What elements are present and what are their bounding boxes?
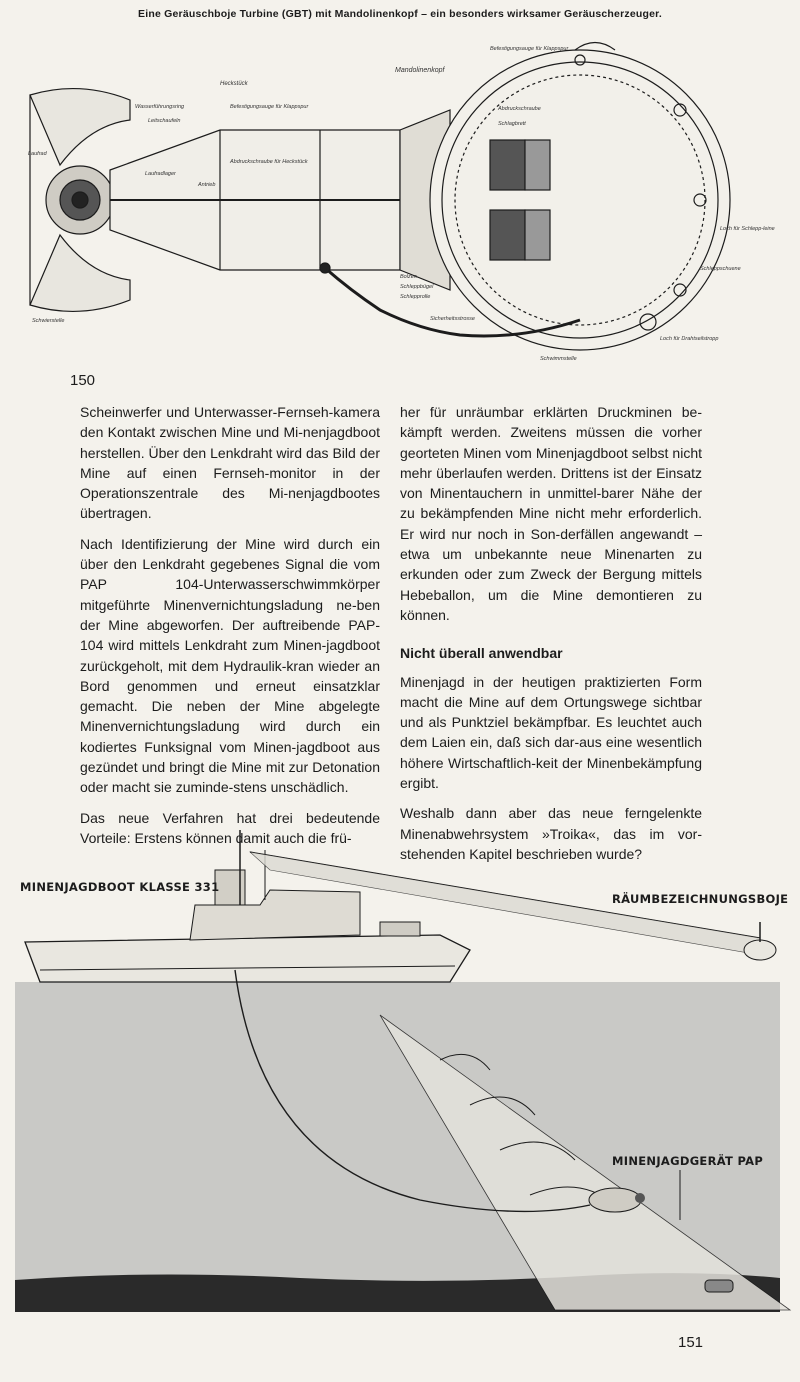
page-number-right: 151 bbox=[678, 1334, 704, 1351]
label-loch-schleppleine: Loch für Schlepp-leine bbox=[720, 226, 775, 232]
label-schwierstelle: Schwierstelle bbox=[32, 318, 65, 324]
figure-caption: Eine Geräuschboje Turbine (GBT) mit Mandolinenkopf – ein besonders wirksamer Geräuscherzeuger. bbox=[138, 8, 662, 20]
label-laufradlager: Laufradlager bbox=[145, 171, 176, 177]
label-mandolinenkopf: Mandolinenkopf bbox=[395, 67, 445, 74]
label-schwimmstelle: Schwimmstelle bbox=[540, 356, 577, 362]
paragraph: Minenjagd in der heutigen praktizierten Form macht die Mine auf dem Ortungswege sichtbar und als Punktziel bekämpfbar. Es leuchtet auch dem Laien ein, daß sich dar-aus eine wesentlich höhere Wirtschaftlich-keit der Minenbekämpfung ergibt. bbox=[400, 673, 702, 792]
noise-buoy-diagram bbox=[20, 30, 780, 375]
label-schlepprolle: Schlepprolle bbox=[400, 294, 431, 300]
label-marker-buoy: RÄUMBEZEICHNUNGSBOJE bbox=[612, 892, 789, 906]
label-befestigungsauge-top: Befestigungsauge für Klappspur bbox=[490, 46, 569, 52]
label-wasserfuehrungsring: Wasserführungsring bbox=[135, 104, 185, 110]
paragraph: Nach Identifizierung der Mine wird durch ein über den Lenkdraht gegebenes Signal die vom PAP 104-Unterwasserschwimmkörper mitgeführte Minenvernichtungsladung ne-ben der Mine abgeworfen. Der auftreibende PAP-104 wird mittels Lenkdraht zum Minen-jagdboot zurückgeholt, mit dem Hydraulik-kran wieder an Bord genommen und erneut einsatzklar gemacht. Die neben der Mine abgelegte Minenvernichtungsladung wird durch ein kodiertes Funksignal vom Minen-jagdboot aus gezündet und bringt die Mine mit zur Detonation oder macht sie zuminde-stens unschädlich. bbox=[80, 535, 380, 796]
paragraph: her für unräumbar erklärten Druckminen be-kämpft werden. Zweitens müssen die vorher georteten Minen vom Minenjagdboot selbst nicht mehr überlaufen werden. Drittens ist der Einsatz von Minentauchern in unmittel-barer Nähe der zu bekämpfenden Mine nicht mehr erforderlich. Er wird nur noch in Son-derfällen angewandt – etwa um unbekannte neue Minenarten zu erkunden oder zum Zweck der Bergung mittels Hebeballon, um die Mine demontieren zu können. bbox=[400, 404, 702, 623]
paragraph: Das neue Verfahren hat drei bedeutende Vorteile: Erstens können damit auch die frü- bbox=[80, 809, 380, 846]
label-sicherheitsstrosse: Sicherheitsstrosse bbox=[430, 316, 475, 322]
label-abdruckschraube: Abdruckschraube bbox=[498, 106, 541, 112]
paragraph: Scheinwerfer und Unterwasser-Fernseh-kamera den Kontakt zwischen Mine und Mi-nenjagdboot herstellen. Über den Lenkdraht wird das Bild der Mine auf einen Fernseh-monitor in der Operationszentrale des Mi-nenjagdbootes übertragen. bbox=[80, 404, 380, 522]
label-schlagbrett: Schlagbrett bbox=[498, 121, 526, 127]
label-laufrad: Laufrad bbox=[28, 151, 47, 157]
label-pap: MINENJAGDGERÄT PAP bbox=[612, 1154, 764, 1168]
left-column bbox=[80, 402, 380, 858]
marker-buoy bbox=[744, 940, 776, 960]
label-heckstueck: Heckstück bbox=[220, 81, 248, 87]
label-antrieb: Antrieb bbox=[198, 182, 216, 188]
mine bbox=[705, 1280, 733, 1292]
boat-hull bbox=[25, 935, 470, 982]
page-number-left: 150 bbox=[70, 372, 96, 389]
paragraph: Weshalb dann aber das neue ferngelenkte Minenabwehrsystem »Troika«, das im vor-stehenden Kapitel beschrieben wurde? bbox=[400, 805, 702, 862]
pap-vehicle bbox=[589, 1188, 641, 1212]
label-schleppschuene: Schleppschuene bbox=[700, 266, 741, 272]
section-heading: Nicht überall anwendbar bbox=[400, 645, 563, 662]
label-befestigungsauge-klapp: Befestigungsauge für Klappspur bbox=[230, 104, 309, 110]
label-leitschaufeln: Leitschaufeln bbox=[148, 118, 181, 124]
label-bolzen: Bolzen bbox=[400, 274, 417, 280]
label-schleppbuegel: Schleppbügel bbox=[400, 284, 434, 290]
label-loch-drahtseil: Loch für Drahtseilstropp bbox=[660, 336, 719, 342]
right-column bbox=[400, 402, 702, 874]
label-minehunter: MINENJAGDBOOT KLASSE 331 bbox=[20, 880, 220, 894]
label-abdruckschraube-heck: Abdruckschraube für Heckstück bbox=[230, 159, 308, 165]
